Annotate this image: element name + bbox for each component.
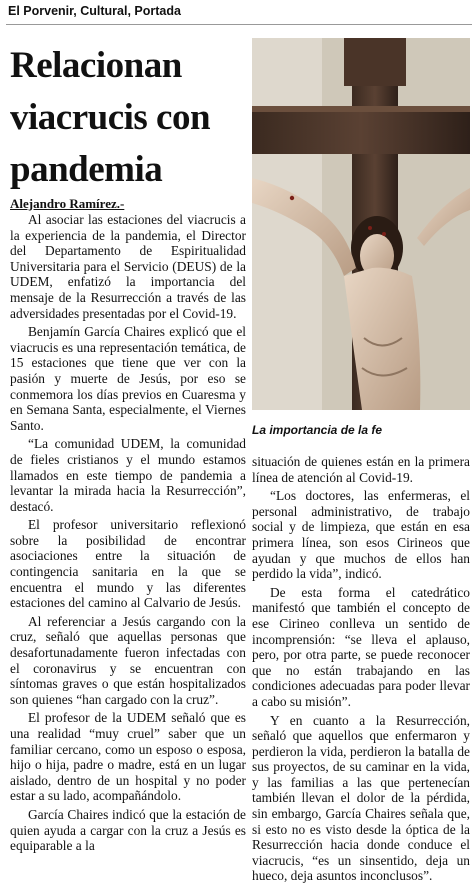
crucifix-illustration (252, 38, 470, 410)
photo-caption: La importancia de la fe (252, 423, 383, 437)
paragraph: Benjamín García Chaires explicó que el viacrucis es una representación temática, de 15 estaciones que tiene que ver con la pasión y muerte de Jesús, por eso se conmemora los días previos en Cuaresma y en Semana Santa, especialmente, el Viernes Santo. (10, 324, 246, 433)
article-column-left (10, 212, 246, 857)
paragraph: Y en cuanto a la Resurrección, señaló que aquellos que enfermaron y perdieron la vida, perdieron la batalla de sus proyectos, de su caminar en la vida, y las familias a las que pertenecían también llevan el dolor de la pérdida, sin embargo, García Chaires señala que, si esto no es visto desde la óptica de la Resurrección hacia donde conduce el viacrucis, “es un sinsentido, deja un hueco, deja asuntos inconclusos”. (252, 712, 470, 884)
byline: Alejandro Ramírez.- (10, 196, 125, 211)
paragraph: De esta forma el catedrático manifestó que también el concepto de ese Cirineo conlleva un sentido de incomprensión: “se lleva el aplauso, pero, por otra parte, se puede reconocer que no están trabajando en las condiciones adecuadas para poder llevar a cabo su misión”. (252, 584, 470, 709)
paragraph: “Los doctores, las enfermeras, el personal administrativo, de trabajo social y de limpieza, que están en esa primera línea, son esos Cirineos que ayudan y que muchos de ellos han perdido la vida”, indicó. (252, 488, 470, 582)
header-divider (6, 24, 472, 25)
crucifix-photo (252, 38, 470, 410)
paragraph: El profesor de la UDEM señaló que es una realidad “muy cruel” saber que un familiar cercano, como un esposo o esposa, hijo o hija, padre o madre, está en un lugar aislado, dentro de un hospital y no poder estar a su lado, acompañándolo. (10, 710, 246, 804)
paragraph: “La comunidad UDEM, la comunidad de fieles cristianos y el mundo estamos llamados en este tiempo de pandemia a levantar la mirada hacia la Resurrección”, destacó. (10, 436, 246, 514)
headline: Relacionan viacrucis con pandemia (10, 45, 211, 190)
paragraph: situación de quienes están en la primera línea de atención al Covid-19. (252, 454, 470, 485)
paragraph: Al asociar las estaciones del viacrucis a la experiencia de la pandemia, el Director del Departamento de Espiritualidad Universitaria para el Servicio (DEUS) de la UDEM, enfatizó la importancia del mensaje de la Resurrección a través de las adversidades presentadas por el Covid-19. (10, 212, 246, 321)
paragraph: El profesor universitario reflexionó sobre la posibilidad de encontrar asociaciones entre la situación de contingencia sanitaria en la que se encuentra el mundo y las diferentes estaciones del camino al Calvario de Jesús. (10, 517, 246, 611)
paragraph: García Chaires indicó que la estación de quien ayuda a cargar con la cruz a Jesús es equiparable a la (10, 806, 246, 854)
paragraph: Al referenciar a Jesús cargando con la cruz, señaló que aquellas personas que desafortunadamente fueron infectadas con el coronavirus y se encuentran con síntomas graves o que están hospitalizados son quienes “han cargado con la cruz”. (10, 613, 246, 707)
article-column-right (252, 454, 470, 887)
section-header: El Porvenir, Cultural, Portada (8, 4, 181, 18)
